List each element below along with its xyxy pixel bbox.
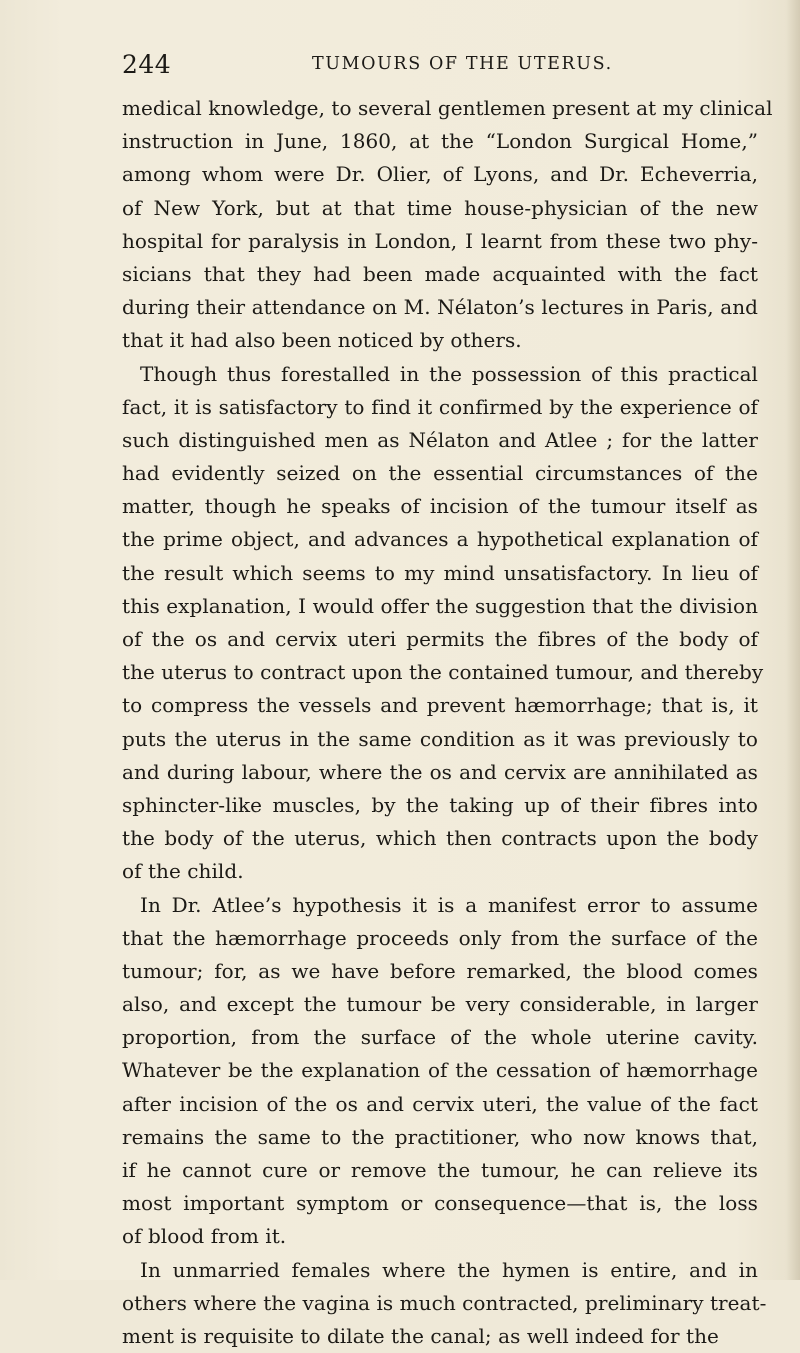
text-line: hospital for paralysis in London, I learnt from these two phy- <box>122 228 758 253</box>
page-header <box>122 50 758 90</box>
text-line: had evidently seized on the essential circumstances of the <box>122 461 758 486</box>
text-line: the result which seems to my mind unsatisfactory. In lieu of <box>122 560 758 585</box>
text-line: Whatever be the explanation of the cessation of hæmorrhage <box>122 1058 758 1083</box>
text-line: that the hæmorrhage proceeds only from the surface of the <box>122 925 758 950</box>
text-line: sicians that they had been made acquainted with the fact <box>122 261 758 286</box>
paragraph-start-line: In unmarried females where the hymen is entire, and in <box>140 1257 758 1282</box>
text-line: matter, though he speaks of incision of the tumour itself as <box>122 494 758 519</box>
text-line: this explanation, I would offer the suggestion that the division <box>122 593 758 618</box>
text-line: the uterus to contract upon the contained tumour, and thereby <box>122 660 764 685</box>
text-line: of the child. <box>122 859 244 884</box>
text-line: ment is requisite to dilate the canal; as well indeed for the <box>122 1323 719 1348</box>
text-line: the prime object, and advances a hypothetical explanation of <box>122 527 758 552</box>
text-line: of New York, but at that time house-physician of the new <box>122 195 758 220</box>
text-line: others where the vagina is much contracted, preliminary treat- <box>122 1290 767 1315</box>
text-line: such distinguished men as Nélaton and Atlee ; for the latter <box>122 427 758 452</box>
text-line: instruction in June, 1860, at the “London Surgical Home,” <box>122 129 758 154</box>
text-line: among whom were Dr. Olier, of Lyons, and Dr. Echeverria, <box>122 162 758 187</box>
text-line: that it had also been noticed by others. <box>122 328 522 353</box>
text-line: proportion, from the surface of the whole uterine cavity. <box>122 1025 758 1050</box>
text-line: after incision of the os and cervix uteri, the value of the fact <box>122 1091 758 1116</box>
text-line: of the os and cervix uteri permits the fibres of the body of <box>122 627 758 651</box>
text-line: during their attendance on M. Nélaton’s lectures in Paris, and <box>122 295 758 320</box>
text-line: the body of the uterus, which then contracts upon the body <box>122 826 758 851</box>
paragraph-start-line: Though thus forestalled in the possession of this practical <box>140 361 758 386</box>
page-edge-shadow <box>786 0 800 1280</box>
text-line: if he cannot cure or remove the tumour, he can relieve its <box>122 1158 758 1182</box>
text-line: medical knowledge, to several gentlemen present at my clinical <box>122 96 773 120</box>
paragraph-start-line: In Dr. Atlee’s hypothesis it is a manifest error to assume <box>140 892 758 917</box>
text-line: sphincter-like muscles, by the taking up of their fibres into <box>122 792 758 817</box>
text-line: puts the uterus in the same condition as it was previously to <box>122 726 758 751</box>
page-number: 244 <box>122 50 172 79</box>
body-text <box>122 92 773 1353</box>
text-line: remains the same to the practitioner, who now knows that, <box>122 1124 758 1149</box>
running-head: TUMOURS OF THE UTERUS. <box>312 54 613 74</box>
text-line: of blood from it. <box>122 1224 287 1249</box>
text-line: to compress the vessels and prevent hæmorrhage; that is, it <box>122 693 758 718</box>
text-line: fact, it is satisfactory to find it confirmed by the experience of <box>122 394 758 419</box>
text-line: also, and except the tumour be very considerable, in larger <box>122 992 758 1017</box>
text-line: and during labour, where the os and cervix are annihilated as <box>122 759 758 784</box>
text-line: most important symptom or consequence—that is, the loss <box>122 1191 758 1216</box>
text-line: tumour; for, as we have before remarked, the blood comes <box>122 958 758 983</box>
